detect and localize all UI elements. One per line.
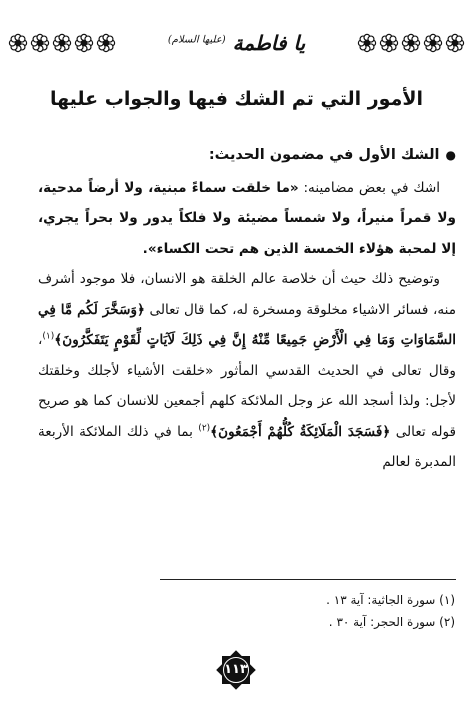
quran-verse-1: ﴿وَسَخَّرَ لَكُم مَّا فِي السَّمَاوَاتِ وَمَا فِي الْأَرْضِ جَمِيعًا مِّنْهُ إِنَّ فِي ذَلِكَ لَآيَاتٍ لِّقَوْمٍ يَتَفَكَّرُونَ﴾ — [38, 301, 456, 348]
running-title-mark: (عليها السلام) — [167, 34, 226, 46]
footnotes — [155, 589, 455, 633]
eight-petal-flower-icon — [379, 33, 399, 53]
paragraph-2-part-1: وتوضيح ذلك حيث أن خلاصة عالم الخلقة هو الانسان، فلا موجود أشرف منه، فسائر الاشياء مخلوقة ومسخرة له، كما قال تعالى — [38, 271, 456, 318]
ornament-row-left — [8, 33, 116, 53]
eight-petal-flower-icon — [423, 33, 443, 53]
paragraph-1 — [38, 173, 456, 265]
running-title-text: يا فاطمة — [232, 31, 306, 55]
footnote-ref-2[interactable]: (٢) — [198, 422, 211, 433]
eight-petal-flower-icon — [401, 33, 421, 53]
running-header — [8, 28, 465, 58]
body-text — [38, 140, 456, 478]
section-title: الأمور التي تم الشك فيها والجواب عليها — [49, 88, 423, 110]
subheading — [38, 140, 456, 171]
bullet-icon: ● — [445, 148, 456, 162]
footnote-1: (١) سورة الجاثية: آية ١٣ . — [326, 593, 455, 607]
paragraph-1-intro: اشك في بعض مضامينه: — [298, 179, 440, 196]
eight-petal-flower-icon — [445, 33, 465, 53]
subheading-text: الشك الأول في مضمون الحديث: — [208, 147, 440, 163]
eight-petal-flower-icon — [52, 33, 72, 53]
paragraph-2-part-3: بما في ذلك الملائكة الأربعة المدبرة لعالم — [38, 423, 456, 470]
quran-verse-2: ﴿فَسَجَدَ الْمَلَائِكَةُ كُلُّهُمْ أَجْمَعُونَ﴾ — [210, 423, 391, 440]
paragraph-2-part-2: ، وقال تعالى في الحديث القدسي المأثور «خلقت الأشياء لأجلك وخلقتك لأجل: ولذا أسجد الله عز وجل الملائكة كلهم أجمعين للانسان كما هو صريح قوله تعالى — [38, 332, 456, 440]
eight-petal-flower-icon — [96, 33, 116, 53]
footnote-2: (٢) سورة الحجر: آية ٣٠ . — [328, 615, 455, 629]
ornament-row-right — [357, 33, 465, 53]
eight-petal-flower-icon — [8, 33, 28, 53]
page-number: ١١٣ — [224, 662, 248, 677]
eight-petal-flower-icon — [357, 33, 377, 53]
eight-petal-flower-icon — [74, 33, 94, 53]
paragraph-2 — [38, 264, 456, 478]
hadith-quote: «ما خلقت سماءً مبنية، ولا أرضاً مدحية، ولا قمراً منيراً، ولا شمساً مضيئة ولا فلكاً يدور ولا بحراً يجري، إلا لمحبة هؤلاء الخمسة الذين هم تحت الكساء». — [38, 179, 456, 257]
eight-petal-flower-icon — [30, 33, 50, 53]
running-title — [164, 31, 309, 55]
footnote-ref-1[interactable]: (١) — [42, 331, 55, 342]
page-number-badge — [214, 648, 258, 692]
footnote-divider — [160, 579, 456, 580]
